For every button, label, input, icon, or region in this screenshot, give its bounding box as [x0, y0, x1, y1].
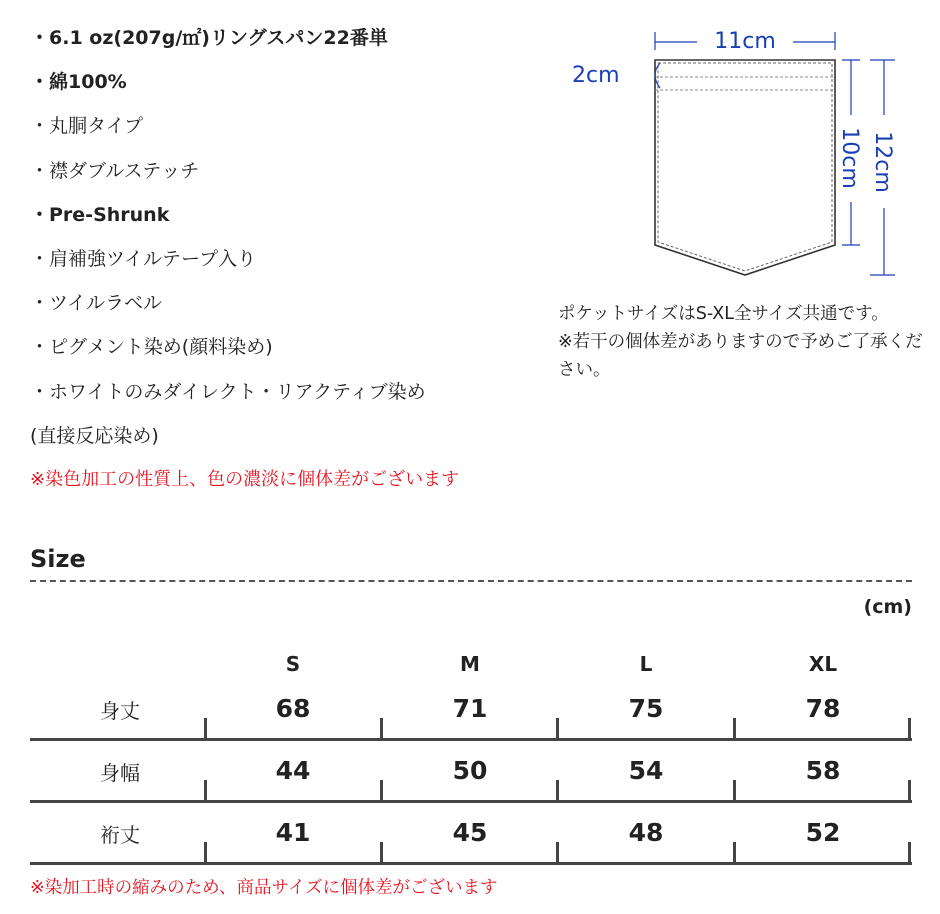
row-line — [30, 800, 912, 803]
row-tick — [204, 780, 207, 802]
row-tick — [908, 718, 911, 740]
size-section-title: Size — [30, 545, 86, 573]
feature-reactive-dye-note: (直接反応染め) — [30, 424, 159, 447]
pocket-outline — [655, 60, 835, 275]
pocket-hem-label: 2cm — [572, 63, 620, 88]
row-tick — [556, 780, 559, 802]
feature-list — [30, 22, 550, 504]
cell-body-width-l: 54 — [628, 756, 664, 785]
color-variance-note: ※染色加工の性質上、色の濃淡に個体差がございます — [30, 468, 460, 490]
pocket-inner-height-label: 10cm — [837, 127, 862, 189]
row-label-body-length: 身丈 — [100, 699, 140, 723]
row-tick — [380, 842, 383, 864]
feature-cotton: ・綿100% — [30, 71, 127, 94]
feature-double-stitch: ・襟ダブルステッチ — [30, 159, 200, 182]
row-tick — [908, 842, 911, 864]
column-header-s: S — [285, 652, 301, 676]
row-tick — [733, 842, 736, 864]
row-line — [30, 862, 912, 865]
cell-body-width-xl: 58 — [805, 756, 841, 785]
pocket-diagram — [560, 20, 920, 290]
row-label-body-width: 身幅 — [100, 761, 140, 785]
feature-preshrunk: ・Pre-Shrunk — [30, 203, 170, 226]
feature-twill-label: ・ツイルラベル — [30, 292, 163, 315]
feature-tubular: ・丸胴タイプ — [30, 115, 144, 138]
shrink-note: ※染加工時の縮みのため、商品サイズに個体差がございます — [30, 878, 498, 898]
row-tick — [556, 718, 559, 740]
pocket-outer-height-label: 12cm — [870, 131, 895, 193]
cell-body-width-m: 50 — [452, 756, 488, 785]
size-divider — [30, 580, 912, 582]
cell-body-length-s: 68 — [275, 694, 311, 723]
row-tick — [204, 718, 207, 740]
row-tick — [733, 780, 736, 802]
pocket-note-line1: ポケットサイズはS-XL全サイズ共通です。 — [558, 304, 889, 324]
pocket-note-line2: ※若干の個体差がありますので予めご了承ください。 — [558, 332, 923, 380]
size-unit: (cm) — [863, 596, 912, 618]
cell-sleeve-length-xl: 52 — [805, 818, 841, 847]
row-tick — [380, 780, 383, 802]
cell-body-length-l: 75 — [628, 694, 664, 723]
cell-sleeve-length-m: 45 — [452, 818, 488, 847]
row-line — [30, 738, 912, 741]
column-header-xl: XL — [808, 652, 838, 676]
pocket-width-label: 11cm — [714, 29, 776, 54]
pocket-note — [558, 300, 928, 384]
feature-reactive-dye: ・ホワイトのみダイレクト・リアクティブ染め — [30, 380, 426, 403]
row-tick — [204, 842, 207, 864]
cell-sleeve-length-l: 48 — [628, 818, 664, 847]
cell-body-width-s: 44 — [275, 756, 311, 785]
cell-sleeve-length-s: 41 — [275, 818, 311, 847]
feature-shoulder-tape: ・肩補強ツイルテープ入り — [30, 247, 257, 270]
cell-body-length-xl: 78 — [805, 694, 841, 723]
row-tick — [380, 718, 383, 740]
row-tick — [908, 780, 911, 802]
row-tick — [556, 842, 559, 864]
column-header-m: M — [460, 652, 480, 676]
column-header-l: L — [639, 652, 653, 676]
row-label-sleeve-length: 裄丈 — [100, 823, 140, 847]
feature-fabric: ・6.1 oz(207g/㎡)リングスパン22番単 — [30, 27, 388, 49]
feature-pigment-dye: ・ピグメント染め(顔料染め) — [30, 336, 273, 359]
cell-body-length-m: 71 — [452, 694, 488, 723]
row-tick — [733, 718, 736, 740]
